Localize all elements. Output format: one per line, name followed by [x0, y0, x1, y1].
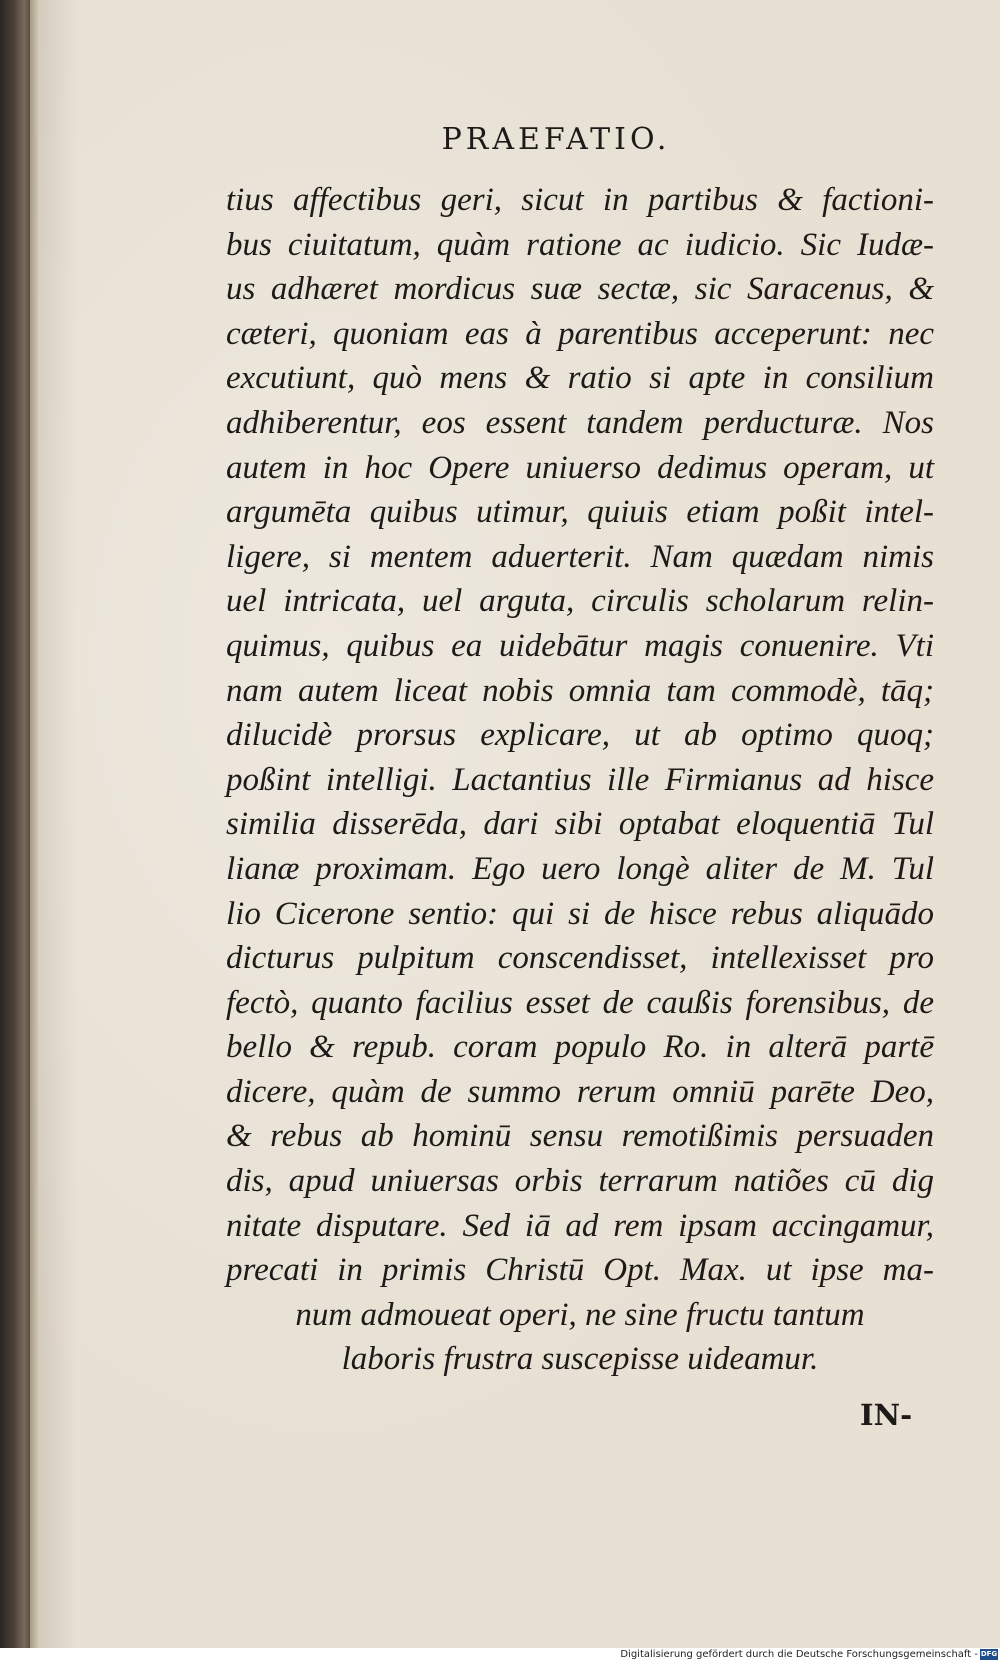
digitization-credit: Digitalisierung gefördert durch die Deutsche Forschungsgemeinschaft -: [620, 1649, 978, 1660]
text-line: us adhæret mordicus suæ sectæ, sic Saracenus, &: [226, 271, 934, 308]
text-line: uel intricata, uel arguta, circulis scholarum relin-: [226, 583, 934, 620]
text-line: dilucidè prorsus explicare, ut ab optimo quoq;: [226, 717, 934, 754]
text-line: lianæ proximam. Ego uero longè aliter de M. Tul: [226, 850, 934, 887]
text-line-centered: num admoueat operi, ne sine fructu tantum: [295, 1296, 865, 1333]
text-line: quimus, quibus ea uidebātur magis conuenire. Vti: [226, 627, 934, 664]
text-line: poßint intelligi. Lactantius ille Firmianus ad hisce: [226, 761, 934, 798]
text-line: fectò, quanto facilius esset de caußis forensibus, de: [226, 984, 934, 1021]
running-head: PRAEFATIO.: [441, 122, 671, 157]
text-line: lio Cicerone sentio: qui si de hisce rebus aliquādo: [226, 895, 934, 932]
text-line: dis, apud uniuersas orbis terrarum natiões cū dig: [226, 1163, 934, 1200]
text-line: ligere, si mentem aduerterit. Nam quædam nimis: [226, 538, 934, 575]
body-text: [226, 178, 934, 1382]
text-line: similia disserēda, dari sibi optabat eloquentiā Tul: [226, 806, 934, 843]
text-line: & rebus ab hominū sensu remotißimis persuaden: [226, 1118, 934, 1155]
text-line: dicturus pulpitum conscendisset, intellexisset pro: [226, 940, 934, 977]
text-line: bello & repub. coram populo Ro. in alterā partē: [226, 1029, 934, 1066]
footer-credit-bar: [0, 1648, 1000, 1661]
text-line-centered: laboris frustra suscepisse uideamur.: [341, 1341, 819, 1378]
catchword: IN-: [860, 1398, 913, 1432]
dfg-logo-icon: DFG: [980, 1650, 998, 1658]
text-line: tius affectibus geri, sicut in partibus & factioni-: [226, 182, 934, 218]
page-gutter-edge: [30, 0, 38, 1648]
text-line: precati in primis Christū Opt. Max. ut ipse ma-: [226, 1252, 934, 1289]
text-line: nitate disputare. Sed iā ad rem ipsam accingamur,: [226, 1207, 934, 1244]
text-line: dicere, quàm de summo rerum omniū parēte Deo,: [226, 1073, 934, 1110]
text-line: bus ciuitatum, quàm ratione ac iudicio. Sic Iudæ-: [226, 226, 934, 263]
text-line: argumēta quibus utimur, quiuis etiam poßit intel-: [226, 494, 934, 531]
book-spine-edge: [0, 0, 30, 1648]
text-line: autem in hoc Opere uniuerso dedimus operam, ut: [226, 449, 934, 486]
text-line: cæteri, quoniam eas à parentibus acceperunt: nec: [226, 315, 934, 352]
text-line: adhiberentur, eos essent tandem perducturæ. Nos: [226, 404, 934, 441]
text-line: nam autem liceat nobis omnia tam commodè, tāq;: [226, 672, 934, 709]
text-line: excutiunt, quò mens & ratio si apte in consilium: [226, 360, 934, 397]
